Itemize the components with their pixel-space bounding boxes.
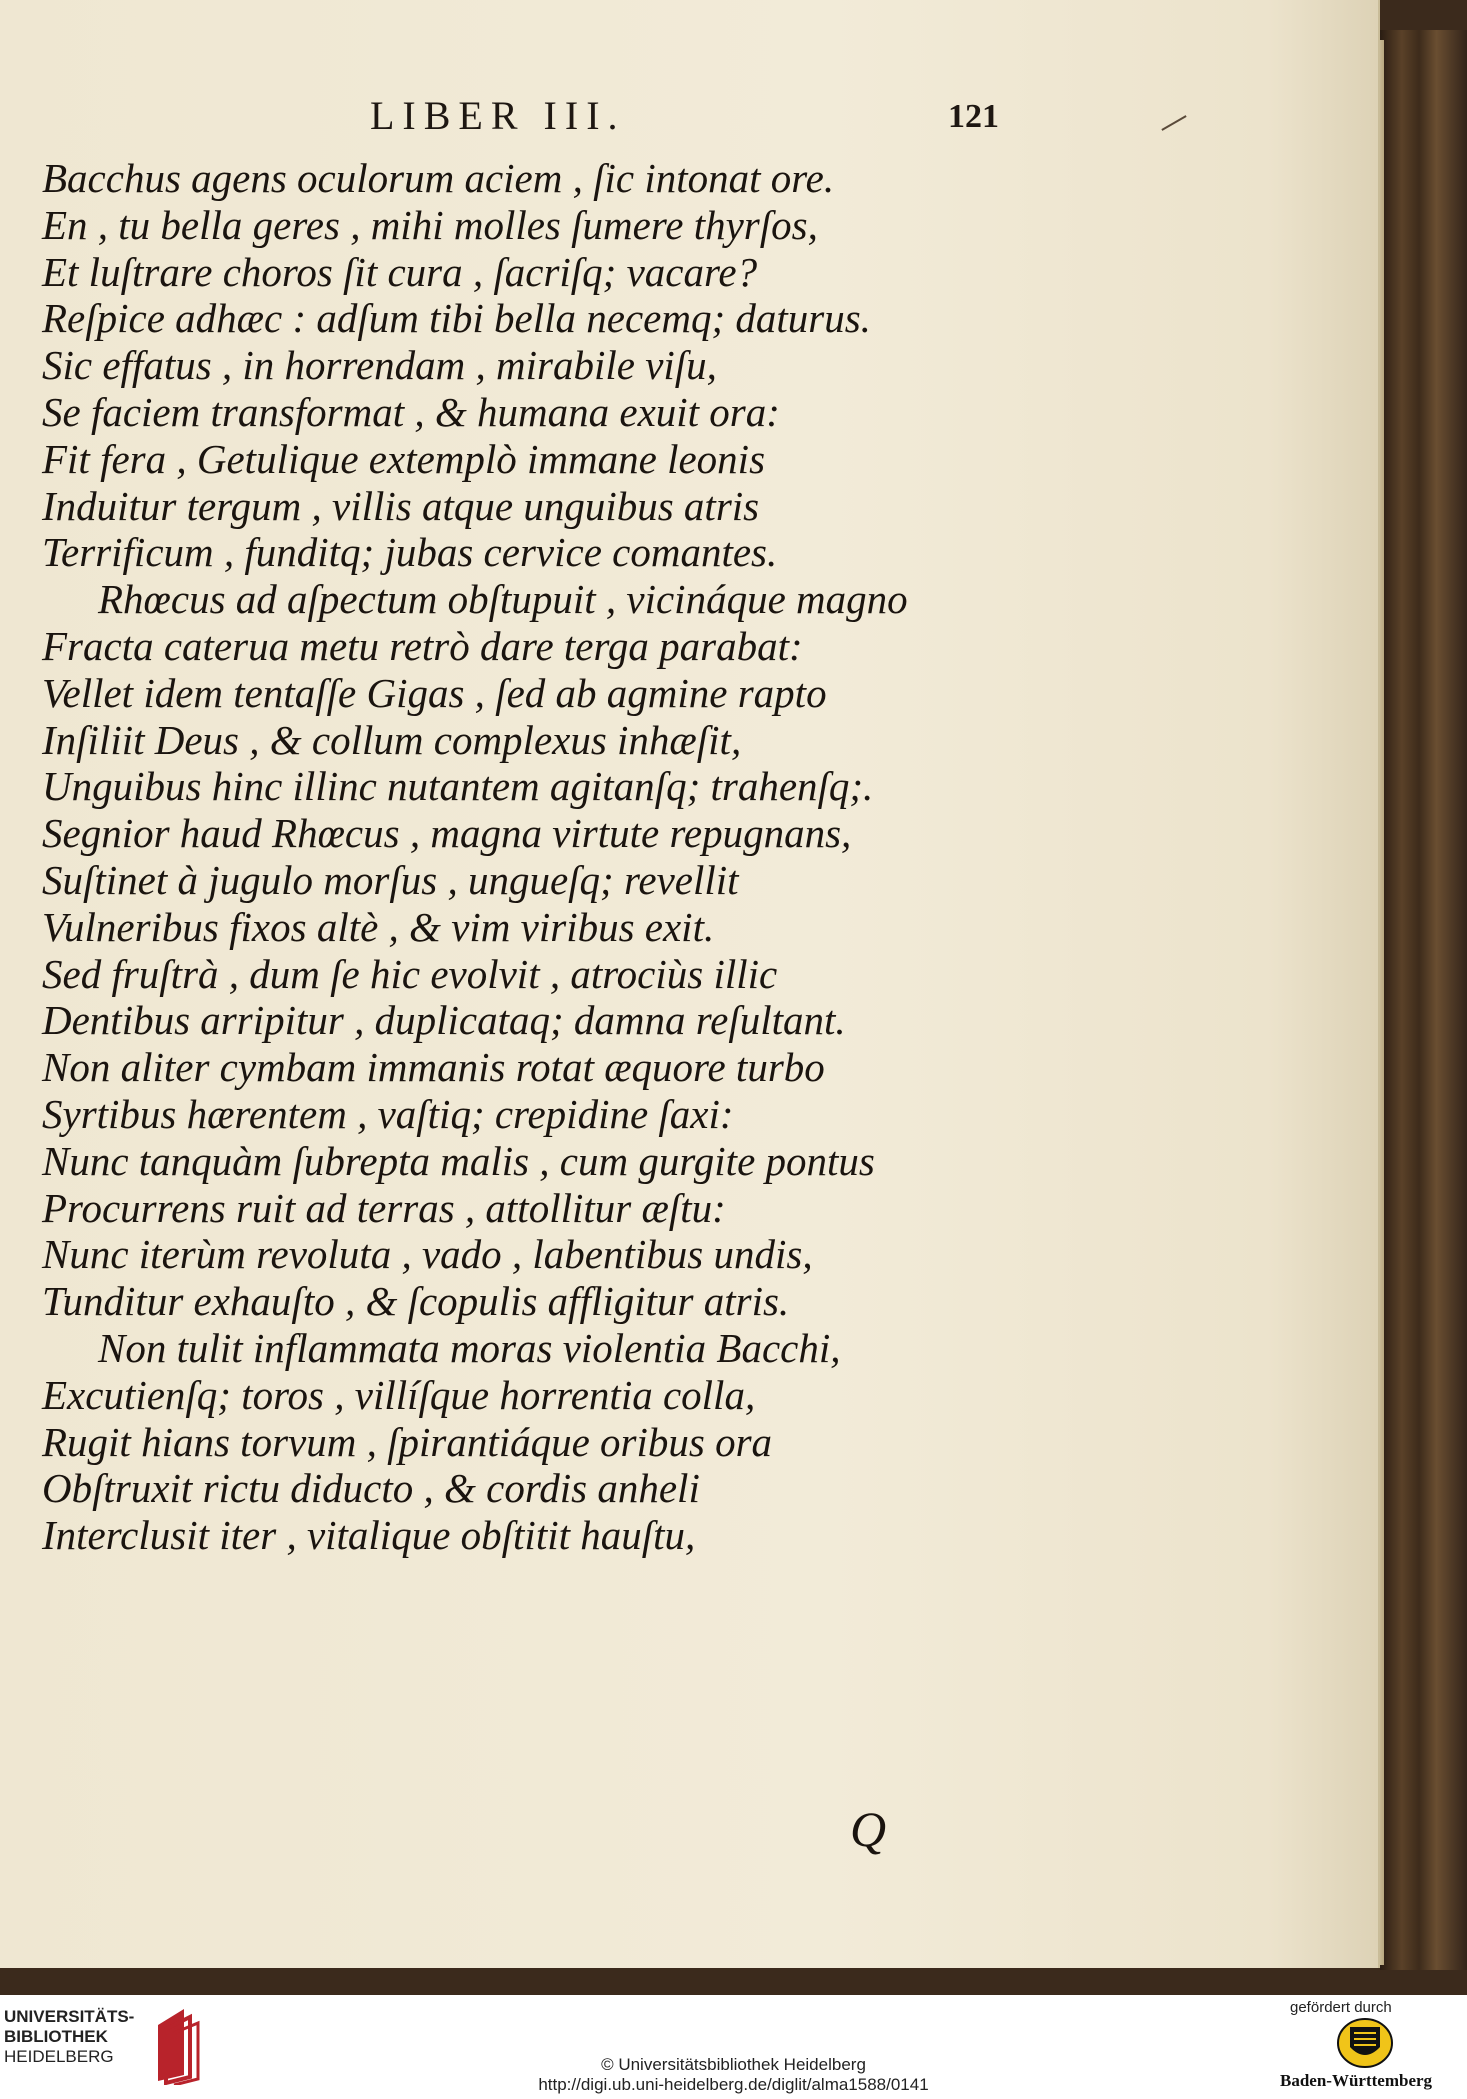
verse-line: Nunc tanquàm ſubrepta malis , cum gurgite pontus bbox=[42, 1137, 875, 1184]
verse-line: Suſtinet à jugulo morſus , ungueſq; revellit bbox=[42, 856, 739, 903]
verse-line: Rhœcus ad aſpectum obſtupuit , vicináque magno bbox=[98, 576, 908, 623]
verse-line: Non tulit inflammata moras violentia Bacchi, bbox=[98, 1324, 841, 1371]
verse-line: Tunditur exhauſto , & ſcopulis affligitur atris. bbox=[42, 1278, 790, 1325]
verse-line: En , tu bella geres , mihi molles ſumere thyrſos, bbox=[42, 201, 818, 248]
verse-text bbox=[42, 155, 908, 1559]
copyright-notice: © Universitätsbibliothek Heidelberg bbox=[601, 2055, 866, 2074]
funder-name: Baden-Württemberg bbox=[1280, 2071, 1433, 2090]
verse-line: Reſpice adhæc : adſum tibi bella necemq; daturus. bbox=[42, 295, 871, 342]
running-head: LIBER III. bbox=[370, 93, 626, 138]
verse-line: Fracta caterua metu retrò dare terga parabat: bbox=[42, 622, 803, 669]
verse-line: Sic effatus , in horrendam , mirabile viſu, bbox=[42, 342, 717, 389]
viewer-footer bbox=[0, 1995, 1467, 2099]
verse-line: Segnior haud Rhœcus , magna virtute repugnans, bbox=[42, 810, 852, 857]
verse-line: Non aliter cymbam immanis rotat æquore turbo bbox=[42, 1044, 825, 1091]
pencil-mark bbox=[1161, 115, 1186, 131]
verse-line: Terrificum , funditq; jubas cervice comantes. bbox=[42, 529, 778, 576]
library-name-line1: UNIVERSITÄTS- bbox=[4, 2007, 135, 2026]
library-name-line3: HEIDELBERG bbox=[4, 2047, 114, 2066]
book-cover-edge bbox=[1380, 30, 1467, 1970]
verse-line: Sed fruſtrà , dum ſe hic evolvit , atrociùs illic bbox=[42, 950, 778, 997]
funded-by-label: gefördert durch bbox=[1290, 1999, 1392, 2016]
library-name-line2: BIBLIOTHEK bbox=[4, 2027, 108, 2046]
verse-line: Fit fera , Getulique extemplò immane leonis bbox=[42, 435, 766, 482]
page-number: 121 bbox=[948, 98, 999, 135]
verse-line: Inſiliit Deus , & collum complexus inhæſit, bbox=[42, 716, 742, 763]
verse-line: Interclusit iter , vitalique obſtitit hauſtu, bbox=[42, 1512, 696, 1559]
verse-line: Syrtibus hærentem , vaſtiq; crepidine ſaxi: bbox=[42, 1090, 734, 1137]
verse-line: Nunc iterùm revoluta , vado , labentibus undis, bbox=[42, 1231, 813, 1278]
verse-line: Et luſtrare choros ſit cura , ſacriſq; vacare? bbox=[42, 248, 758, 295]
verse-line: Se faciem transformat , & humana exuit ora: bbox=[42, 388, 780, 435]
permalink[interactable]: http://digi.ub.uni-heidelberg.de/diglit/alma1588/0141 bbox=[538, 2075, 929, 2094]
verse-line: Vellet idem tentaſſe Gigas , ſed ab agmine rapto bbox=[42, 669, 827, 716]
catchword: Q bbox=[850, 1801, 887, 1857]
verse-line: Vulneribus fixos altè , & vim viribus exit. bbox=[42, 903, 715, 950]
verse-line: Rugit hians torvum , ſpirantiáque oribus ora bbox=[42, 1418, 773, 1465]
verse-line: Excutienſq; toros , villíſque horrentia colla, bbox=[42, 1371, 756, 1418]
verse-line: Induitur tergum , villis atque unguibus atris bbox=[42, 482, 760, 529]
verse-line: Obſtruxit rictu diducto , & cordis anheli bbox=[42, 1465, 700, 1512]
verse-line: Dentibus arripitur , duplicataq; damna reſultant. bbox=[42, 997, 846, 1044]
verse-line: Procurrens ruit ad terras , attollitur æſtu: bbox=[42, 1184, 726, 1231]
baden-wuerttemberg-emblem-icon bbox=[1336, 2017, 1394, 2069]
verse-line: Bacchus agens oculorum aciem , ſic intonat ore. bbox=[42, 155, 835, 201]
verse-line: Unguibus hinc illinc nutantem agitanſq; trahenſq;. bbox=[42, 763, 874, 810]
